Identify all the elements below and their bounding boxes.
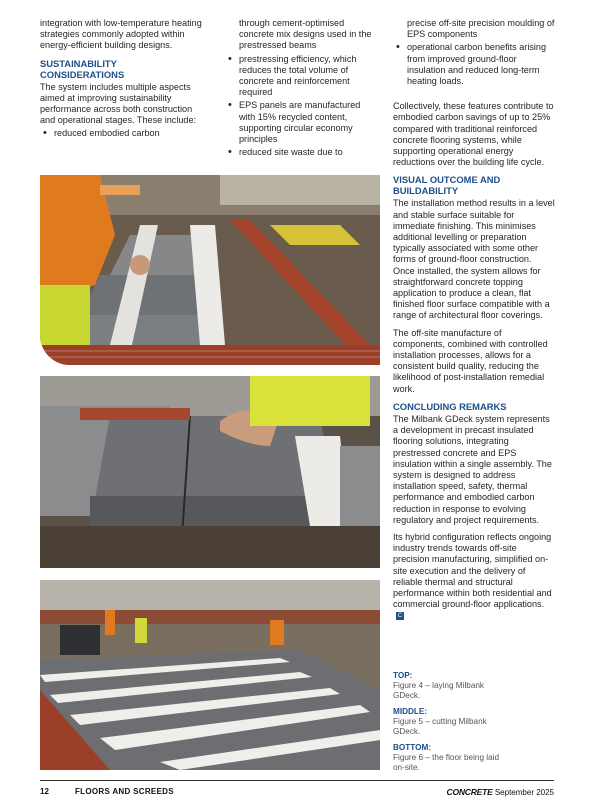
column-3 [393, 18, 555, 628]
col2-intro: through cement-optimised concrete mix designs used in the prestressed beams [239, 18, 372, 51]
end-mark-icon: C [397, 612, 403, 619]
caption-top [393, 671, 513, 701]
sustainability-heading: SUSTAINABILITY CONSIDERATIONS [40, 57, 125, 80]
issue-date: September 2025 [494, 788, 554, 797]
col2-bullet-1: • prestressing efficiency, which reduces the total volume of concrete and reinforcement required [225, 54, 373, 99]
col1-bullets [40, 128, 202, 139]
col3-bullet: • operational carbon benefits arising from improved ground-floor insulation and reduced long-term heating loads. [393, 42, 555, 87]
caption-bottom-text: Figure 6 – the floor being laid on-site. [393, 753, 500, 772]
col2-bullet-3: • reduced site waste due to [225, 147, 373, 158]
col3-p1: Collectively, these features contribute to embodied carbon savings of up to 25% compared with traditional reinforced concrete flooring systems, while supporting operational energy reductions over the building life cycle. [393, 101, 554, 168]
concluding-heading: CONCLUDING REMARKS [393, 400, 507, 412]
footer-rule [40, 780, 554, 781]
page-number: 12 [40, 787, 49, 796]
photo-laying-gdeck [40, 175, 380, 365]
column-2 [225, 18, 373, 160]
col2-bullet-2: • EPS panels are manufactured with 15% recycled content, supporting circular economy principles [225, 100, 373, 145]
caption-bottom [393, 743, 513, 773]
caption-top-label: TOP: [393, 671, 413, 680]
col3-bullets [393, 42, 555, 87]
col3-p4: The Milbank GDeck system represents a development in precast insulated flooring solutions, integrating prestressed concrete and EPS insulation within a single assembly. The system is designed to address installation speed, safety, thermal performance and embodied carbon reduction in response to evolving regulatory and project requirements. [393, 413, 552, 525]
col3-p2: The installation method results in a level and stable surface suitable for immediate finishing. This minimises additional levelling or preparation typically associated with some other forms of ground-floor construction. Once installed, the system allows for straightforward concrete topping application to produce a clean, flat finished floor surface compatible with a range of architectural floor coverings. [393, 198, 555, 321]
col3-intro: precise off-site precision moulding of EPS components [407, 18, 555, 40]
column-1 [40, 18, 202, 142]
section-name: FLOORS AND SCREEDS [75, 787, 174, 796]
footer-masthead [447, 787, 555, 797]
col3-p5 [393, 532, 555, 622]
caption-middle-label: MIDDLE: [393, 707, 428, 716]
caption-bottom-label: BOTTOM: [393, 743, 432, 752]
col2-bullets [225, 54, 373, 159]
photo-cutting-gdeck [40, 376, 380, 568]
col1-bullet: • reduced embodied carbon [40, 128, 202, 139]
col3-p3: The off-site manufacture of components, combined with controlled installation processes, allows for a consistent build quality, reducing the likelihood of post-installation remedial work. [393, 327, 548, 394]
col3-p5-text: Its hybrid configuration reflects ongoing industry trends towards off-site precision manufacturing, simplified on-site execution and the delivery of reliable thermal and structural performance within both residential and commercial ground-floor applications. [393, 531, 552, 610]
caption-middle [393, 707, 513, 737]
col1-intro: integration with low-temperature heating strategies commonly adopted within energy-efficient building designs. [40, 18, 202, 51]
photo-floor-laid [40, 580, 380, 770]
brand-logo: CONCRETE [446, 787, 493, 797]
caption-middle-text: Figure 5 – cutting Milbank GDeck. [393, 717, 487, 736]
col1-body: The system includes multiple aspects aimed at improving sustainability performance across both construction and operational stages. These include: [40, 81, 197, 126]
visual-outcome-heading: VISUAL OUTCOME AND BUILDABILITY [393, 174, 501, 197]
caption-top-text: Figure 4 – laying Milbank GDeck. [393, 681, 485, 700]
